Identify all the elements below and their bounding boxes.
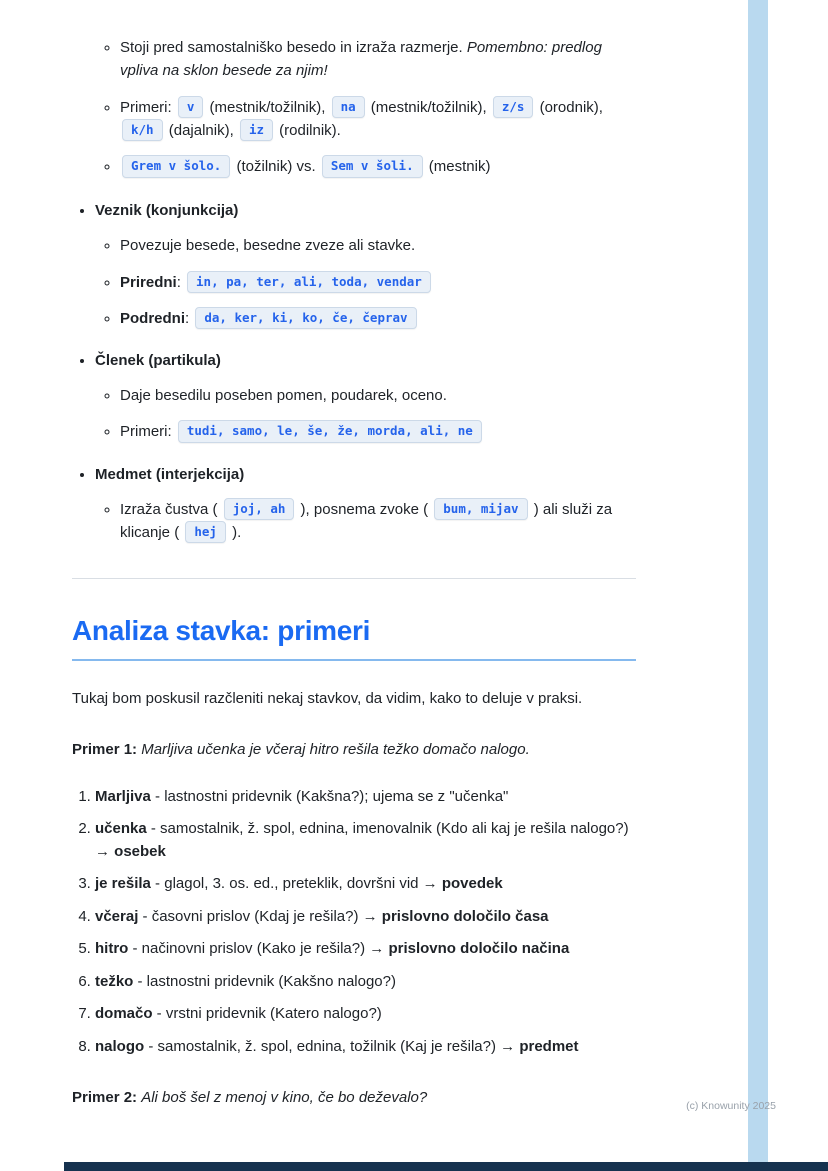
text-segment: Povezuje besede, besedne zveze ali stavke. (120, 237, 416, 255)
analysis-item (95, 873, 636, 896)
page-content (72, 0, 636, 1109)
list-item-clenek (95, 352, 636, 444)
veznik-sublist (95, 234, 636, 330)
text-segment: - vrstni pridevnik (Katero nalogo?) (152, 1005, 382, 1022)
text-segment: Daje besedilu poseben pomen, poudarek, oceno. (120, 387, 447, 404)
intro-paragraph (72, 687, 636, 710)
list-item-preposition-role (120, 36, 636, 83)
sentence-role: prislovno določilo časa (381, 907, 549, 925)
inline-code-chip: Grem v šolo. (122, 155, 230, 178)
text-segment: Primeri: (120, 423, 176, 441)
inline-code-chip: hej (185, 521, 226, 544)
primer-sentence: Ali boš šel z menoj v kino, če bo deževalo? (141, 1089, 428, 1106)
inline-code-chip: bum, mijav (434, 498, 527, 521)
primer2-line (72, 1086, 636, 1109)
list-item (120, 384, 636, 407)
sentence-analysis-list (72, 786, 636, 1059)
inline-code-chip: v (178, 96, 204, 119)
footer-credit: (c) Knowunity 2025 (686, 1100, 776, 1112)
list-item (120, 307, 636, 330)
analyzed-word: domačo (95, 1005, 153, 1022)
inline-code-chip: da, ker, ki, ko, če, čeprav (195, 307, 416, 330)
term-title: Členek (partikula) (95, 352, 221, 369)
list-item (120, 271, 636, 294)
text-segment: - lastnostni pridevnik (Kakšna?); ujema se z "učenka" (150, 787, 509, 805)
list-item (120, 498, 636, 545)
text-segment: ) ali služi za klicanje ( (120, 500, 613, 541)
text-segment: - lastnostni pridevnik (Kakšno nalogo?) (133, 972, 396, 990)
inline-code-chip: joj, ah (224, 498, 295, 521)
term-title: Medmet (interjekcija) (95, 465, 245, 483)
text-segment: : (176, 273, 186, 291)
text-segment: Tukaj bom poskusil razčleniti nekaj stavkov, da vidim, kako to deluje v praksi. (72, 690, 583, 707)
text-segment: (orodnik), (535, 98, 603, 116)
list-item-preposition-sentence-examples (120, 155, 636, 178)
text-segment: (mestnik) (424, 158, 491, 175)
text-segment: - načinovni prislov (Kako je rešila?) → (128, 940, 389, 957)
analysis-item (95, 818, 636, 863)
text-segment: - samostalnik, ž. spol, ednina, imenovalnik (Kdo ali kaj je rešila nalogo?) → (95, 820, 629, 860)
text-segment: (tožilnik) vs. (232, 158, 320, 175)
primer-label: Primer 1: (72, 741, 138, 759)
analyzed-word: učenka (95, 820, 147, 837)
text-segment: Izraža čustva ( (120, 500, 222, 518)
sentence-role: prislovno določilo načina (388, 940, 570, 957)
text-segment: ), posnema zvoke ( (296, 500, 433, 518)
list-item-veznik (95, 202, 636, 330)
inline-code-chip: k/h (122, 119, 163, 142)
text-segment: Stoji pred samostalniško besedo in izraža razmerje. (120, 39, 467, 56)
text-segment: ). (227, 523, 242, 541)
primer-sentence: Marljiva učenka je včeraj hitro rešila težko domačo nalogo. (141, 741, 530, 759)
analysis-item (95, 1036, 636, 1059)
inline-code-chip: iz (240, 119, 273, 142)
analyzed-word: Marljiva (95, 787, 151, 805)
analyzed-word: hitro (95, 940, 129, 957)
analyzed-word: je rešila (95, 875, 151, 892)
list-item-preposition-examples (120, 96, 636, 143)
scrollbar-track[interactable] (748, 0, 768, 1171)
section-divider (72, 578, 636, 579)
list-item-medmet (95, 466, 636, 545)
parts-of-speech-list (72, 202, 636, 544)
text-segment: (rodilnik). (275, 121, 341, 139)
inline-code-chip: z/s (493, 96, 534, 119)
sentence-role: povedek (441, 875, 503, 892)
inline-code-chip: in, pa, ter, ali, toda, vendar (187, 271, 431, 294)
analysis-item (95, 906, 636, 929)
text-segment: - samostalnik, ž. spol, ednina, tožilnik (Kaj je rešila?) → (144, 1037, 520, 1055)
analysis-item (95, 786, 636, 809)
term-title: Veznik (konjunkcija) (95, 202, 239, 220)
analyzed-word: nalogo (95, 1037, 145, 1055)
clenek-sublist (95, 384, 636, 444)
preposition-sublist (72, 36, 636, 178)
analyzed-word: včeraj (95, 907, 139, 925)
list-item (120, 420, 636, 443)
text-segment: Primeri: (120, 98, 176, 116)
inline-code-chip: Sem v šoli. (322, 155, 423, 178)
analysis-item (95, 938, 636, 961)
text-segment: - časovni prislov (Kdaj je rešila?) → (138, 907, 382, 925)
page-break-bar (64, 1162, 828, 1171)
list-item (120, 234, 636, 257)
sentence-role: predmet (519, 1037, 579, 1055)
emphasis-note: Pomembno: predlog vpliva na sklon besede za njim! (120, 39, 602, 80)
primer1-line (72, 738, 636, 761)
medmet-sublist (95, 498, 636, 545)
inline-code-chip: tudi, samo, le, še, že, morda, ali, ne (178, 420, 482, 443)
text-segment: (dajalnik), (164, 121, 238, 139)
text-segment: : (185, 309, 194, 327)
subterm-label: Podredni (120, 309, 186, 327)
text-segment: (mestnik/tožilnik), (205, 98, 330, 116)
text-segment: - glagol, 3. os. ed., preteklik, dovršni vid → (150, 875, 442, 892)
analysis-item (95, 971, 636, 994)
inline-code-chip: na (332, 96, 365, 119)
page-title: Analiza stavka: primeri (72, 615, 636, 661)
sentence-role: osebek (114, 842, 166, 860)
subterm-label: Priredni (120, 273, 177, 291)
primer-label: Primer 2: (72, 1089, 138, 1106)
text-segment: (mestnik/tožilnik), (366, 98, 491, 116)
analysis-item (95, 1003, 636, 1026)
analyzed-word: težko (95, 972, 134, 990)
